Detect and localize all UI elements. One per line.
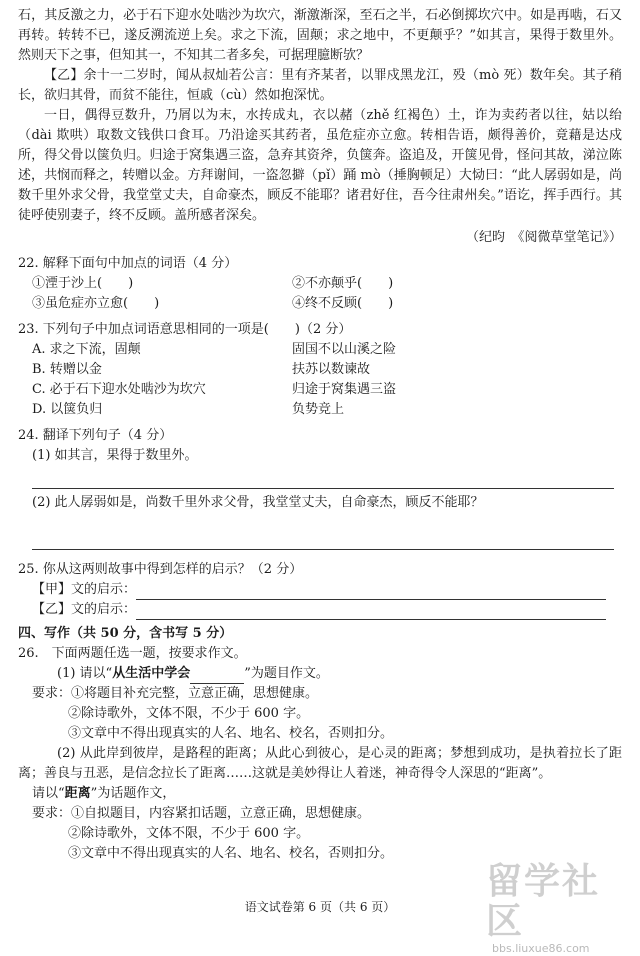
q25-answer-line-b[interactable] <box>136 605 606 620</box>
q22-item-4: ④终不反顾( ) <box>292 296 394 311</box>
exam-page <box>18 6 622 864</box>
q22-item-1: ①湮于沙上( ) <box>32 276 134 291</box>
q23-option-b-compare: 扶苏以数谏故 <box>292 362 371 377</box>
question-23-options <box>32 340 622 420</box>
q23-option-c: C. 必于石下迎水处啮沙为坎穴 <box>32 382 206 397</box>
question-26 <box>18 644 622 864</box>
q23-option-b: B. 转赠以金 <box>32 362 102 377</box>
question-23-stem: 23. 下列句子中加点词语意思相同的一项是( )（2 分） <box>18 322 352 337</box>
q22-item-3: ③虽危症亦立愈( ) <box>32 296 160 311</box>
topic-1-req-label: 要求： <box>32 686 72 701</box>
q23-option-a: A. 求之下流，固颠 <box>32 342 141 357</box>
question-24-stem: 24. 翻译下列句子（4 分） <box>18 428 173 443</box>
q25-answer-line-a[interactable] <box>136 585 606 600</box>
q24-sentence-1: (1) 如其言，果得于数里外。 <box>32 448 198 463</box>
question-22 <box>18 254 622 314</box>
topic-2-suffix: ”为话题作文， <box>90 786 176 801</box>
question-25-stem: 25. 你从这两则故事中得到怎样的启示？（2 分） <box>18 562 303 577</box>
question-25 <box>18 560 622 620</box>
topic-1-req-3: ③文章中不得出现真实的人名、地名、校名，否则扣分。 <box>68 726 394 741</box>
watermark-text: 留学社区 <box>486 861 601 942</box>
q23-option-d: D. 以箧负归 <box>32 402 103 417</box>
topic-1-blank[interactable] <box>190 669 244 684</box>
watermark-logo <box>486 861 636 955</box>
q22-item-2: ②不亦颠乎( ) <box>292 276 394 291</box>
section-4-title: 四、写作（共 50 分，含书写 5 分） <box>18 626 233 641</box>
watermark-url: bbs.liuxue86.com <box>492 942 590 955</box>
question-26-stem: 26. 下面两题任选一题，按要求作文。 <box>18 646 247 661</box>
topic-1-title: 从生活中学会 <box>112 666 191 681</box>
topic-2-req-2: ②除诗歌外，文体不限，不少于 600 字。 <box>68 826 310 841</box>
q25-label-a: 【甲】文的启示： <box>32 582 137 597</box>
q25-label-b: 【乙】文的启示： <box>32 602 137 617</box>
question-23 <box>18 320 622 420</box>
q24-sentence-2: (2) 此人孱弱如是，尚数千里外求父骨，我堂堂丈夫，自命豪杰，顾反不能耶？ <box>32 495 484 510</box>
question-24 <box>18 426 622 550</box>
question-22-stem: 22. 解释下面句中加点的词语（4 分） <box>18 256 238 271</box>
q24-answer-line-1[interactable] <box>32 466 614 489</box>
q23-option-c-compare: 归途于窝集遇三盗 <box>292 382 397 397</box>
topic-2-prefix: 请以“ <box>32 786 65 801</box>
topic-1-suffix: ”为题目作文。 <box>244 666 329 681</box>
page-footer: 语文试卷第 6 页（共 6 页） <box>244 900 396 914</box>
passage-source: （纪昀 《阅微草堂笔记》） <box>465 230 622 245</box>
q23-option-a-compare: 固国不以山溪之险 <box>292 342 397 357</box>
topic-2-req-3: ③文章中不得出现真实的人名、地名、校名，否则扣分。 <box>68 846 394 861</box>
topic-1-req-1: ①将题目补充完整，立意正确，思想健康。 <box>71 686 319 701</box>
topic-2-title: 距离 <box>64 786 91 801</box>
question-22-items <box>32 274 622 314</box>
q23-option-d-compare: 负势竞上 <box>292 402 345 417</box>
passage-a-ending: 石，其反激之力，必于石下迎水处啮沙为坎穴，渐激渐深，至石之半，石必倒掷坎穴中。如是再啮，石又再转。转转不已，遂反溯流逆上矣。求之下流，固颠；求之地中，不更颠乎？”如其言，果得于数里外。然则天下之事，但知其一，不知其二者多矣，可据理臆断欤？ <box>18 8 622 63</box>
topic-2-text: (2) 从此岸到彼岸，是路程的距离；从此心到彼心，是心灵的距离；梦想到成功，是执着拉长了距离；善良与丑恶，是信念拉长了距离……这就是美妙得让人着迷，神奇得令人深思的“距离”。 <box>18 746 622 781</box>
q24-answer-line-2[interactable] <box>32 527 614 550</box>
topic-2-req-label: 要求： <box>32 806 72 821</box>
passage-b-body: 一日，偶得豆数升，乃屑以为末，水抟成丸，衣以赭（zhě 红褐色）土，诈为卖药者以往，姑以绐（dài 欺哄）取数文钱供口食耳。乃沿途买其药者，虽危症亦立愈。转相告语，颇得善价，竟藉是达戍所，得父骨以箧负归。归途于窝集遇三盗，急弃其资斧，负箧奔。盗追及，开箧见骨，怪问其故，涕泣陈述，共悯而释之，转赠以金。方拜谢间，一盗忽擗（pǐ）踊 mò（捶胸顿足）大恸曰：“此人孱弱如是，尚数千里外求父骨，我堂堂丈夫，自命豪杰，顾反不能耶？诸君好住，吾今往肃州矣。”语讫，挥手西行。其徒呼使别妻子，终不反顾。盖所感者深矣。 <box>18 108 622 223</box>
topic-1-req-2: ②除诗歌外，文体不限，不少于 600 字。 <box>68 706 310 721</box>
topic-1-prefix: (1) 请以“ <box>57 666 113 681</box>
topic-2-req-1: ①自拟题目，内容紧扣话题，立意正确，思想健康。 <box>71 806 371 821</box>
passage-b-intro: 【乙】余十一二岁时，闻从叔灿若公言：里有齐某者，以罪戍黑龙江，殁（mò 死）数年矣。其子稍长，欲归其骨，而贫不能往，恒戚（cù）然如抱深忧。 <box>18 68 622 103</box>
